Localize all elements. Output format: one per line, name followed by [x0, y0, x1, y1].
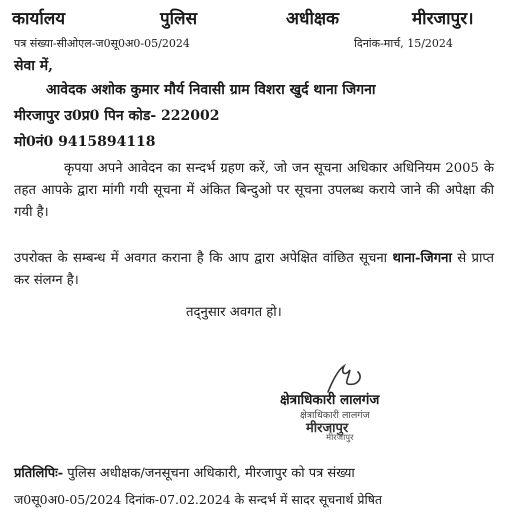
addressee-line2: मीरजापुर उ0प्र0 पिन कोड- 222002 [14, 108, 220, 124]
letter-date: दिनांक-मार्च, 15/2024 [354, 37, 453, 50]
para2-end: से प्राप्त कर संलग्न है। [14, 251, 495, 288]
stamp-line-3: मीरजापुर [326, 433, 354, 443]
header-superintendent: अधीक्षक [286, 9, 340, 29]
copy-label: प्रतिलिपिः- [14, 466, 64, 481]
stamp-line-2: मीरजापुर [306, 421, 349, 436]
para2-station: थाना-जिगना [392, 251, 452, 266]
stamp-line-1: क्षेत्राधिकारी लालगंज [300, 410, 370, 421]
salutation: सेवा में, [14, 58, 53, 74]
signature-title: क्षेत्राधिकारी लालगंज [280, 392, 380, 408]
header-police: पुलिस [160, 9, 198, 29]
closing-line: तद्नुसार अवगत हो। [186, 305, 282, 320]
body-paragraph-2 [14, 248, 494, 292]
letter-number: पत्र संख्या-सीओएल-ज0सू0अ0-05/2024 [14, 37, 190, 50]
body-paragraph-1: कृपया अपने आवेदन का सन्दर्भ ग्रहण करें, जो जन सूचना अधिकार अधिनियम 2005 के तहत आपके द्वारा मांगी गयी सूचना में अंकित बिन्दुओ पर सूचना उपलब्ध कराये जाने की अपेक्षा की गयी है। [14, 161, 494, 220]
addressee-line3: मो0नं0 9415894118 [14, 134, 156, 150]
addressee-line1: आवेदक अशोक कुमार मौर्य निवासी ग्राम विशरा खुर्द थाना जिगना [46, 82, 376, 98]
header-office: कार्यालय [12, 9, 66, 29]
para2-start: उपरोक्त के सम्बन्ध में अवगत कराना है कि आप द्वारा अपेक्षित वांछित सूचना [14, 251, 393, 266]
header-district: मीरजापुर। [412, 9, 474, 29]
copy-line-1 [14, 463, 355, 481]
copy-line-2: ज0सू0अ0-05/2024 दिनांक-07.02.2024 के सन्दर्भ में सादर सूचनार्थ प्रेषित [14, 492, 383, 507]
copy-line1-text: पुलिस अधीक्षक/जनसूचना अधिकारी, मीरजापुर को पत्र संख्या [63, 466, 355, 481]
